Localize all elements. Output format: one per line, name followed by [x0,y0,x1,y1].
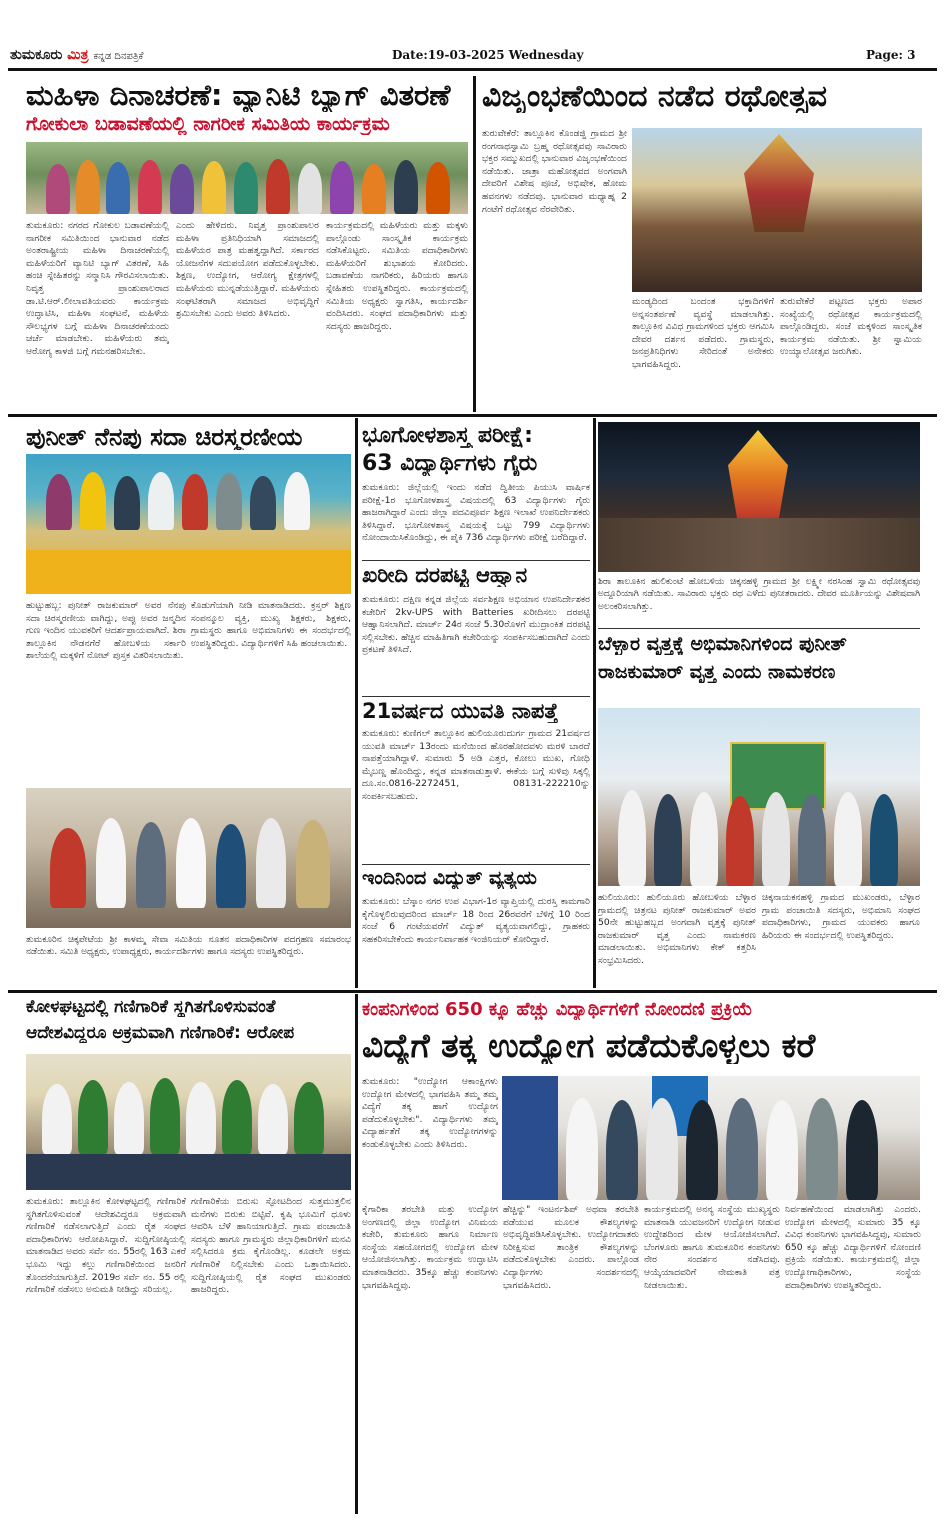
puneeth-circle-naming-photo [598,708,920,886]
story9-headline: ಕೋಳಘಟ್ಟದಲ್ಲಿ ಗಣಿಗಾರಿಕೆ ಸ್ಥಗಿತಗೊಳಿಸುವಂತೆ [26,998,276,1017]
story10-col3: ಕಾರ್ಯಕ್ರಮದಲ್ಲಿ ಅನನ್ಯ ಸಂಸ್ಥೆಯ ಮುಖ್ಯಸ್ಥರು ಮಾತನಾಡಿ ಯುವಜನರಿಗೆ ಉದ್ಯೋಗ ನೀಡುವ ಉದ್ದೇಶದಿಂದ ಮೇಳ ಆಯೋಜಿಸಲಾಗಿದೆ. ಬೆಂಗಳೂರು ಹಾಗೂ ತುಮಕೂರಿನ ಕಂಪನಿಗಳು ನೇರ ಸಂದರ್ಶನ ನಡೆಸಿದವು. ಆಯ್ಕೆಯಾದವರಿಗೆ ನೇಮಕಾತಿ ಪತ್ರ ನೀಡಲಾಯಿತು. [644,1204,780,1291]
story8-headline2: ರಾಜಕುಮಾರ್ ವೃತ್ತ ಎಂದು ನಾಮಕರಣ [598,662,836,683]
story5-headline: ಖರೀದಿ ದರಪಟ್ಟಿ ಆಹ್ವಾನ [362,564,528,587]
divider [362,696,590,697]
story2-col3: ತುರುವೇಕೆರೆ ಪಟ್ಟಣದ ಭಕ್ತರು ಅಪಾರ ಸಂಖ್ಯೆಯಲ್ಲಿ ರಥೋತ್ಸವ ಕಾರ್ಯಕ್ರಮದಲ್ಲಿ ಪಾಲ್ಗೊಂಡಿದ್ದರು. ಸಂಜೆ ಮಕ್ಕಳಿಂದ ಸಾಂಸ್ಕೃತಿಕ ಕಾರ್ಯಕ್ರಮ ನಡೆಯಿತು. ಶ್ರೀ ಸ್ವಾಮಿಯ ಉಯ್ಯಾಲೋತ್ಸವ ಜರುಗಿತು. [780,296,922,358]
story4-headline2: 63 ವಿದ್ಯಾರ್ಥಿಗಳು ಗೈರು [362,452,538,476]
story5-body: ತುಮಕೂರು: ದಕ್ಷಿಣ ಕನ್ನಡ ಜಿಲ್ಲೆಯ ಸರ್ವಶಿಕ್ಷಣ ಅಭಿಯಾನ ಉಪನಿರ್ದೇಶಕರ ಕಚೇರಿಗೆ 2kv-UPS with Batteries ಖರೀದಿಸಲು ದರಪಟ್ಟಿ ಆಹ್ವಾನಿಸಲಾಗಿದೆ. ಮಾರ್ಚ್ 24ರ ಸಂಜೆ 5.30ರೊಳಗೆ ಮುದ್ರಾಂಕಿತ ದರಪಟ್ಟಿ ಸಲ್ಲಿಸಬೇಕು. ಹೆಚ್ಚಿನ ಮಾಹಿತಿಗಾಗಿ ಕಚೇರಿಯನ್ನು ಸಂಪರ್ಕಿಸಬಹುದಾಗಿದೆ ಎಂದು ಪ್ರಕಟಣೆ ತಿಳಿಸಿದೆ. [362,594,590,656]
story8-headline: ಬೆಳ್ಳಾರ ವೃತ್ತಕ್ಕೆ ಅಭಿಮಾನಿಗಳಿಂದ ಪುನೀತ್ [598,634,847,655]
mining-protest-press-photo [26,1054,351,1190]
photo-caption-left: ತುಮಕೂರಿನ ಚಿಕ್ಕಪೇಟೆಯ ಶ್ರೀ ಕಾಳಮ್ಮ ಸೇವಾ ಸಮಿತಿಯ ನೂತನ ಪದಾಧಿಕಾರಿಗಳ ಪದಗ್ರಹಣ ಸಮಾರಂಭ ನಡೆಯಿತು. ಸಮಿತಿ ಅಧ್ಯಕ್ಷರು, ಉಪಾಧ್ಯಕ್ಷರು, ಕಾರ್ಯದರ್ಶಿಗಳು ಹಾಗೂ ಸದಸ್ಯರು ಉಪಸ್ಥಿತರಿದ್ದರು. [26,935,351,958]
logo-text: ತುಮಕೂರು [10,47,63,63]
divider [362,560,590,561]
story2-col2: ಮಂಡ್ಯದಿಂದ ಬಂದಂತ ಭಕ್ತಾದಿಗಳಿಗೆ ಅನ್ನಸಂತರ್ಪಣೆ ವ್ಯವಸ್ಥೆ ಮಾಡಲಾಗಿತ್ತು. ತಾಲ್ಲೂಕಿನ ವಿವಿಧ ಗ್ರಾಮಗಳಿಂದ ಭಕ್ತರು ಆಗಮಿಸಿ ದೇವರ ದರ್ಶನ ಪಡೆದರು. ಗ್ರಾಮಸ್ಥರು, ಜನಪ್ರತಿನಿಧಿಗಳು ಸೇರಿದಂತೆ ಅನೇಕರು ಭಾಗವಹಿಸಿದ್ದರು. [632,296,774,370]
story1-subhead: ಗೋಕುಲಾ ಬಡಾವಣೆಯಲ್ಲಿ ನಾಗರೀಕ ಸಮಿತಿಯ ಕಾರ್ಯಕ್ರಮ [26,114,390,135]
column-divider [355,418,358,988]
story3-col2: ಕೊಡುಗೆಯಾಗಿ ನೀಡಿ ಮಾತನಾಡಿದರು. ಕ್ರಸ್ತರ್ ಶಿಕ್ಷಣ ಸಂಪನ್ಮೂಲ ವ್ಯಕ್ತಿ, ಮುಖ್ಯ ಶಿಕ್ಷಕರು, ಶಿಕ್ಷಕರು, ಗ್ರಾಮಸ್ಥರು ಹಾಗೂ ಅಭಿಮಾನಿಗಳು ಈ ಸಂದರ್ಭದಲ್ಲಿ ಉಪಸ್ಥಿತರಿದ್ದರು. ವಿದ್ಯಾರ್ಥಿಗಳಿಗೆ ಸಿಹಿ ಹಂಚಲಾಯಿತು. [191,600,351,649]
chariot-festival-photo [632,128,922,292]
story3-col1: ಹುಟ್ಟುಹಬ್ಬ: ಪುನೀತ್ ರಾಜಕುಮಾರ್ ಅವರ ನೆನಪು ಸದಾ ಚಿರಸ್ಮರಣೀಯ ವಾಗಿದ್ದು, ಅಪ್ಪು ಅವರ ಜನ್ಮದಿನ ಗುಣ ಇಂದಿನ ಯುವಕರಿಗೆ ಆದರ್ಶಪ್ರಾಯವಾಗಿದೆ. ಶಿರಾ ತಾಲ್ಲೂಕಿನ ನೌಡನಗೆರೆ ಹೋಬಳಿಯ ಸರ್ಕಾರಿ ಶಾಲೆಯಲ್ಲಿ ಮಕ್ಕಳಿಗೆ ನೋಟ್ ಪುಸ್ತಕ ವಿತರಿಸಲಾಯಿತು. [26,600,186,662]
story10-subhead: ಕಂಪನಿಗಳಿಂದ 650 ಕ್ಕೂ ಹೆಚ್ಚು ವಿದ್ಯಾರ್ಥಿಗಳಿಗೆ ನೋಂದಣಿ ಪ್ರಕ್ರಿಯೆ [362,1000,753,1020]
story9-col2: ಗಣಿಗಾರಿಕೆಯ ಬಿರುಸು ಸ್ಫೋಟದಿಂದ ಸುತ್ತಮುತ್ತಲಿನ ಮನೆಗಳು ಬಿರುಕು ಬಿಟ್ಟಿವೆ. ಕೃಷಿ ಭೂಮಿಗೆ ಧೂಳು ಆವರಿಸಿ ಬೆಳೆ ಹಾನಿಯಾಗುತ್ತಿದೆ. ಗ್ರಾಮ ಪಂಚಾಯಿತಿ ಸದಸ್ಯರು ಹಾಗೂ ಗ್ರಾಮಸ್ಥರು ಜಿಲ್ಲಾಧಿಕಾರಿಗಳಿಗೆ ಮನವಿ ಸಲ್ಲಿಸಿದರೂ ಕ್ರಮ ಕೈಗೊಂಡಿಲ್ಲ. ಕೂಡಲೇ ಅಕ್ರಮ ಗಣಿಗಾರಿಕೆ ನಿಲ್ಲಿಸಬೇಕು ಎಂದು ಒತ್ತಾಯಿಸಿದರು. ಸುದ್ದಿಗೋಷ್ಠಿಯಲ್ಲಿ ರೈತ ಸಂಘದ ಮುಖಂಡರು ಹಾಜರಿದ್ದರು. [191,1196,351,1296]
story2-col1: ತುರುವೇಕೆರೆ: ತಾಲ್ಲೂಕಿನ ಕೊಂಡಜ್ಜಿ ಗ್ರಾಮದ ಶ್ರೀ ರಂಗನಾಥಸ್ವಾಮಿ ಬ್ರಹ್ಮ ರಥೋತ್ಸವವು ಸಾವಿರಾರು ಭಕ್ತರ ಸಮ್ಮುಖದಲ್ಲಿ ಭಾನುವಾರ ವಿಜೃಂಭಣೆಯಿಂದ ನಡೆಯಿತು. ಜಾತ್ರಾ ಮಹೋತ್ಸವದ ಅಂಗವಾಗಿ ದೇವರಿಗೆ ವಿಶೇಷ ಪೂಜೆ, ಅಭಿಷೇಕ, ಹೋಮ ಹವನಗಳು ನಡೆದವು. ಭಾನುವಾರ ಮಧ್ಯಾಹ್ನ 2 ಗಂಟೆಗೆ ರಥೋತ್ಸವ ನೆರವೇರಿತು. [482,128,627,215]
tagline: ಕನ್ನಡ ದಿನಪತ್ರಿಕೆ [93,51,144,62]
story1-col3: ಕಾರ್ಯಕ್ರಮದಲ್ಲಿ ಮಹಿಳೆಯರು ಮತ್ತು ಮಕ್ಕಳು ಪಾಲ್ಗೊಂಡು ಸಾಂಸ್ಕೃತಿಕ ಕಾರ್ಯಕ್ರಮ ನಡೆಸಿಕೊಟ್ಟರು. ಸಮಿತಿಯ ಪದಾಧಿಕಾರಿಗಳು ಮಹಿಳೆಯರಿಗೆ ಶುಭಾಶಯ ಕೋರಿದರು. ಬಡಾವಣೆಯ ನಾಗರಿಕರು, ಹಿರಿಯರು ಹಾಗೂ ಸ್ನೇಹಿತರು ಉಪಸ್ಥಿತರಿದ್ದರು. ಕಾರ್ಯಕ್ರಮದಲ್ಲಿ ಸಮಿತಿಯ ಅಧ್ಯಕ್ಷರು ಸ್ವಾಗತಿಸಿ, ಕಾರ್ಯದರ್ಶಿ ವಂದಿಸಿದರು. ಸಂಘದ ಪದಾಧಿಕಾರಿಗಳು ಮತ್ತು ಸದಸ್ಯರು ಹಾಜರಿದ್ದರು. [326,220,468,332]
story6-body: ತುಮಕೂರು: ಕುಣಿಗಲ್ ತಾಲ್ಲೂಕಿನ ಹುಲಿಯೂರುದುರ್ಗ ಗ್ರಾಮದ 21ವರ್ಷದ ಯುವತಿ ಮಾರ್ಚ್ 13ರಂದು ಮನೆಯಿಂದ ಹೊರಹೋದವಳು ಮರಳಿ ಬಾರದೆ ನಾಪತ್ತೆಯಾಗಿದ್ದಾಳೆ. ಸುಮಾರು 5 ಅಡಿ ಎತ್ತರ, ಕೋಲು ಮುಖ, ಗೋಧಿ ಮೈಬಣ್ಣ ಹೊಂದಿದ್ದು, ಕನ್ನಡ ಮಾತನಾಡುತ್ತಾಳೆ. ಈಕೆಯ ಬಗ್ಗೆ ಸುಳಿವು ಸಿಕ್ಕಲ್ಲಿ ದೂ.ಸಂ.0816-2272451, 08131-222210ನ್ನು ಸಂಪರ್ಕಿಸಬಹುದು. [362,728,590,802]
night-chariot-photo [598,422,920,572]
puneeth-school-event-photo [26,454,351,594]
story1-col1: ತುಮಕೂರು: ನಗರದ ಗೋಕುಲ ಬಡಾವಣೆಯಲ್ಲಿ ನಾಗರೀಕ ಸಮಿತಿಯಿಂದ ಭಾನುವಾರ ನಡೆದ ಅಂತರಾಷ್ಟ್ರೀಯ ಮಹಿಳಾ ದಿನಾಚರಣೆಯಲ್ಲಿ ಮಹಿಳೆಯರಿಗೆ ವ್ಯಾನಿಟಿ ಬ್ಯಾಗ್ ವಿತರಣೆ, ಸಿಹಿ ಹಂಚಿ ಸ್ನೇಹಿತರನ್ನು ಸನ್ಮಾನಿಸಿ ಗೌರವಿಸಲಾಯಿತು. ನಿವೃತ್ತ ಪ್ರಾಂಶುಪಾಲರಾದ ಡಾ.ಟಿ.ಆರ್.ಲೀಲಾವತಿಯವರು ಕಾರ್ಯಕ್ರಮ ಉದ್ಘಾಟಿಸಿ, ಮಹಿಳಾ ಸಂಘಟನೆ, ಮಹಿಳೆಯ ಸೌಲಭ್ಯಗಳ ಬಗ್ಗೆ ಮಹಿಳಾ ದಿನಾಚರಣೆಯಂದು ಚರ್ಚೆ ಮಾಡಬೇಕು. ಮಹಿಳೆಯರು ತಮ್ಮ ಆರೋಗ್ಯ ಕಾಳಜಿ ಬಗ್ಗೆ ಗಮನಹರಿಸಬೇಕು. [26,220,169,357]
story4-body: ತುಮಕೂರು: ಜಿಲ್ಲೆಯಲ್ಲಿ ಇಂದು ನಡೆದ ದ್ವಿತೀಯ ಪಿಯುಸಿ ವಾರ್ಷಿಕ ಪರೀಕ್ಷೆ-1ರ ಭೂಗೋಳಶಾಸ್ತ್ರ ವಿಷಯದಲ್ಲಿ 63 ವಿದ್ಯಾರ್ಥಿಗಳು ಗೈರು ಹಾಜರಾಗಿದ್ದಾರೆ ಎಂದು ಜಿಲ್ಲಾ ಪದವಿಪೂರ್ವ ಶಿಕ್ಷಣ ಇಲಾಖೆ ಉಪನಿರ್ದೇಶಕರು ತಿಳಿಸಿದ್ದಾರೆ. ಭೂಗೋಳಶಾಸ್ತ್ರ ವಿಷಯಕ್ಕೆ ಒಟ್ಟು 799 ವಿದ್ಯಾರ್ಥಿಗಳು ನೋಂದಾಯಿಸಿಕೊಂಡಿದ್ದು, ಈ ಪೈಕಿ 736 ವಿದ್ಯಾರ್ಥಿಗಳು ಪರೀಕ್ಷೆ ಬರೆದಿದ್ದಾರೆ. [362,482,590,544]
story2-headline: ವಿಜೃಂಭಣೆಯಿಂದ ನಡೆದ ರಥೋತ್ಸವ [482,80,827,113]
masthead-rule [8,68,937,71]
story7-body: ತುಮಕೂರು: ಬೆಸ್ಕಾಂ ನಗರ ಉಪ ವಿಭಾಗ-1ರ ವ್ಯಾಪ್ತಿಯಲ್ಲಿ ದುರಸ್ತಿ ಕಾಮಗಾರಿ ಕೈಗೊಳ್ಳಲಿರುವುದರಿಂದ ಮಾರ್ಚ್ 18 ರಿಂದ 26ರವರೆಗೆ ಬೆಳಿಗ್ಗೆ 10 ರಿಂದ ಸಂಜೆ 6 ಗಂಟೆಯವರೆಗೆ ವಿದ್ಯುತ್ ವ್ಯತ್ಯಯವಾಗಲಿದ್ದು, ಗ್ರಾಹಕರು ಸಹಕರಿಸಬೇಕೆಂದು ಕಾರ್ಯನಿರ್ವಾಹಕ ಇಂಜಿನಿಯರ್ ಕೋರಿದ್ದಾರೆ. [362,896,590,945]
story10-col4: ನಿರ್ವಹಣೆಯಿಂದ ಮಾಡಲಾಗಿತ್ತು ಎಂದರು. ಉದ್ಯೋಗ ಮೇಳದಲ್ಲಿ ಸುಮಾರು 35 ಕ್ಕೂ ವಿವಿಧ ಕಂಪನಿಗಳು ಭಾಗವಹಿಸಿದ್ದವು, ಸುಮಾರು 650 ಕ್ಕೂ ಹೆಚ್ಚು ವಿದ್ಯಾರ್ಥಿಗಳಿಗೆ ನೋಂದಣಿ ಪ್ರಕ್ರಿಯೆ ನಡೆಯಿತು. ಕಾರ್ಯಕ್ರಮದಲ್ಲಿ ಜಿಲ್ಲಾ ಉದ್ಯೋಗಾಧಿಕಾರಿಗಳು, ಸಂಸ್ಥೆಯ ಪದಾಧಿಕಾರಿಗಳು ಉಪಸ್ಥಿತರಿದ್ದರು. [785,1204,921,1291]
story7-headline: ಇಂದಿನಿಂದ ವಿದ್ಯುತ್ ವ್ಯತ್ಯಯ [362,868,537,889]
divider [362,864,590,865]
column-divider [593,418,596,988]
story1-col2: ಎಂದು ಹೇಳಿದರು. ನಿವೃತ್ತ ಪ್ರಾಂಶುಪಾಲರ ಮಹಿಳಾ ಪ್ರತಿನಿಧಿಯಾಗಿ ಸಮಾಜದಲ್ಲಿ ಮಹಿಳೆಯರ ಪಾತ್ರ ಮಹತ್ವದ್ದಾಗಿದೆ. ಸರ್ಕಾರದ ಯೋಜನೆಗಳ ಸದುಪಯೋಗ ಪಡೆದುಕೊಳ್ಳಬೇಕು. ಶಿಕ್ಷಣ, ಉದ್ಯೋಗ, ಆರೋಗ್ಯ ಕ್ಷೇತ್ರಗಳಲ್ಲಿ ಮಹಿಳೆಯರು ಮುನ್ನಡೆಯುತ್ತಿದ್ದಾರೆ. ಮಹಿಳೆಯರು ಸಂಘಟಿತರಾಗಿ ಸಮಾಜದ ಅಭಿವೃದ್ಧಿಗೆ ಶ್ರಮಿಸಬೇಕು ಎಂದು ಅವರು ತಿಳಿಸಿದರು. [176,220,319,320]
story9-col1: ತುಮಕೂರು: ತಾಲ್ಲೂಕಿನ ಕೋಳಘಟ್ಟದಲ್ಲಿ ಗಣಿಗಾರಿಕೆ ಸ್ಥಗಿತಗೊಳಿಸುವಂತೆ ಆದೇಶವಿದ್ದರೂ ಅಕ್ರಮವಾಗಿ ಗಣಿಗಾರಿಕೆ ನಡೆಸಲಾಗುತ್ತಿದೆ ಎಂದು ರೈತ ಸಂಘದ ಪದಾಧಿಕಾರಿಗಳು ಆರೋಪಿಸಿದ್ದಾರೆ. ಸುದ್ದಿಗೋಷ್ಠಿಯಲ್ಲಿ ಮಾತನಾಡಿದ ಅವರು ಸರ್ವೆ ನಂ. 55ರಲ್ಲಿ 163 ಎಕರೆ ಭೂಮಿ ಇದ್ದು ಕಲ್ಲು ಗಣಿಗಾರಿಕೆಯಿಂದ ಜನರಿಗೆ ತೊಂದರೆಯಾಗುತ್ತಿದೆ. 2019ರ ಸರ್ವೆ ನಂ. 55 ರಲ್ಲಿ ಗಣಿಗಾರಿಕೆ ನಡೆಸಲು ಅನುಮತಿ ನೀಡಿದ್ದು ಸರಿಯಲ್ಲ. [26,1196,186,1296]
story8-col1: ಹುಲಿಯೂರು: ಹುಲಿಯೂರು ಹೋಬಳಿಯ ಬೆಳ್ಳಾರ ಗ್ರಾಮದಲ್ಲಿ ಚಿತ್ರನಟ ಪುನೀತ್ ರಾಜಕುಮಾರ್ ಅವರ 50ನೇ ಹುಟ್ಟುಹಬ್ಬದ ಅಂಗವಾಗಿ ವೃತ್ತಕ್ಕೆ ಪುನೀತ್ ರಾಜಕುಮಾರ್ ವೃತ್ತ ಎಂದು ನಾಮಕರಣ ಮಾಡಲಾಯಿತು. ಅಭಿಮಾನಿಗಳು ಕೇಕ್ ಕತ್ತರಿಸಿ ಸಂಭ್ರಮಿಸಿದರು. [598,892,756,966]
women-day-group-photo [26,142,468,214]
logo-accent: ಮಿತ್ರ [67,47,89,63]
photo-caption-right: ಶಿರಾ ತಾಲೂಕಿನ ಹುಲಿಕುಂಟೆ ಹೋಬಳಿಯ ಚಿಕ್ಕನಹಳ್ಳಿ ಗ್ರಾಮದ ಶ್ರೀ ಲಕ್ಷ್ಮೀ ನರಸಿಂಹ ಸ್ವಾಮಿ ರಥೋತ್ಸವವು ಅದ್ದೂರಿಯಾಗಿ ನಡೆಯಿತು. ಸಾವಿರಾರು ಭಕ್ತರು ರಥ ಎಳೆದು ಪುನೀತರಾದರು. ದೇವರ ಮೂರ್ತಿಯನ್ನು ವಿಶೇಷವಾಗಿ ಅಲಂಕರಿಸಲಾಗಿತ್ತು. [598,577,920,612]
column-divider [355,994,358,1514]
section-rule [8,990,937,993]
story10-col2: ಹೆಚ್ಚಿನ್ನು" ಇಂಟರ್ನಶಿಪ್ ಅಥವಾ ತರಬೇತಿ ಪಡೆಯುವ ಮೂಲಕ ಕೌಶಲ್ಯಗಳನ್ನು ಅಭಿವೃದ್ಧಿಪಡಿಸಿಕೊಳ್ಳಬೇಕು. ಉದ್ಯೋಗದಾತರು ನಿರೀಕ್ಷಿಸುವ ತಾಂತ್ರಿಕ ಕೌಶಲ್ಯಗಳನ್ನು ಪಡೆದುಕೊಳ್ಳಬೇಕು ಎಂದರು. ಪಾಲ್ಗೊಂಡ ವಿದ್ಯಾರ್ಥಿಗಳು ಸಂದರ್ಶನದಲ್ಲಿ ಭಾಗವಹಿಸಿದರು. [503,1204,639,1291]
story8-col2: ಚಿಕ್ಕನಾಯಕನಹಳ್ಳಿ ಗ್ರಾಮದ ಮುಖಂಡರು, ಬೆಳ್ಳಾರ ಗ್ರಾಮ ಪಂಚಾಯಿತಿ ಸದಸ್ಯರು, ಅಭಿಮಾನಿ ಸಂಘದ ಪದಾಧಿಕಾರಿಗಳು, ಗ್ರಾಮದ ಯುವಕರು ಹಾಗೂ ಹಿರಿಯರು ಈ ಸಂದರ್ಭದಲ್ಲಿ ಉಪಸ್ಥಿತರಿದ್ದರು. [762,892,920,941]
issue-date: Date:19-03-2025 Wednesday [392,48,584,62]
job-fair-inauguration-photo [502,1076,920,1200]
page-number: Page: 3 [866,48,916,62]
samiti-felicitation-photo [26,788,351,928]
masthead-logo [10,47,143,63]
story6-headline: 21ವರ್ಷದ ಯುವತಿ ನಾಪತ್ತೆ [362,700,559,723]
story1-headline: ಮಹಿಳಾ ದಿನಾಚರಣೆ: ವ್ಯಾನಿಟಿ ಬ್ಯಾಗ್ ವಿತರಣೆ [26,80,451,112]
story10-col1: ಕೈಗಾರಿಕಾ ತರಬೇತಿ ಮತ್ತು ಉದ್ಯೋಗ ಅಂಗಣದಲ್ಲಿ ಜಿಲ್ಲಾ ಉದ್ಯೋಗ ವಿನಿಮಯ ಕಚೇರಿ, ತುಮಕೂರು ಹಾಗೂ ನಿರ್ಮಾಣ ಸಂಸ್ಥೆಯ ಸಹಯೋಗದಲ್ಲಿ ಉದ್ಯೋಗ ಮೇಳ ಆಯೋಜಿಸಲಾಗಿತ್ತು. ಕಾರ್ಯಕ್ರಮ ಉದ್ಘಾಟಿಸಿ ಮಾತನಾಡಿದರು. 35ಕ್ಕೂ ಹೆಚ್ಚು ಕಂಪನಿಗಳು ಭಾಗವಹಿಸಿದ್ದವು. [362,1204,498,1291]
story10-intro: ತುಮಕೂರು: "ಉದ್ಯೋಗ ಆಕಾಂಕ್ಷಿಗಳು ಉದ್ಯೋಗ ಮೇಳದಲ್ಲಿ ಭಾಗವಹಿಸಿ ತಮ್ಮ ತಮ್ಮ ವಿದ್ಯೆಗೆ ತಕ್ಕ ಹಾಗೆ ಉದ್ಯೋಗ ಪಡೆದುಕೊಳ್ಳಬೇಕು". ವಿದ್ಯಾರ್ಥಿಗಳು ತಮ್ಮ ವಿದ್ಯಾರ್ಹತೆಗೆ ತಕ್ಕ ಉದ್ಯೋಗಗಳನ್ನು ಕಂಡುಕೊಳ್ಳಬೇಕು ಎಂದು ತಿಳಿಸಿದರು. [362,1076,498,1150]
column-divider [473,76,476,412]
divider [598,628,920,629]
story9-headline2: ಆದೇಶವಿದ್ದರೂ ಅಕ್ರಮವಾಗಿ ಗಣಿಗಾರಿಕೆ: ಆರೋಪ [26,1024,295,1043]
section-rule [8,414,937,417]
story3-headline: ಪುನೀತ್ ನೆನಪು ಸದಾ ಚಿರಸ್ಮರಣೀಯ [26,424,303,451]
story4-headline: ಭೂಗೋಳಶಾಸ್ತ್ರ ಪರೀಕ್ಷೆ: [362,424,533,448]
story10-headline: ವಿದ್ಯೆಗೆ ತಕ್ಕ ಉದ್ಯೋಗ ಪಡೆದುಕೊಳ್ಳಲು ಕರೆ [362,1028,816,1065]
